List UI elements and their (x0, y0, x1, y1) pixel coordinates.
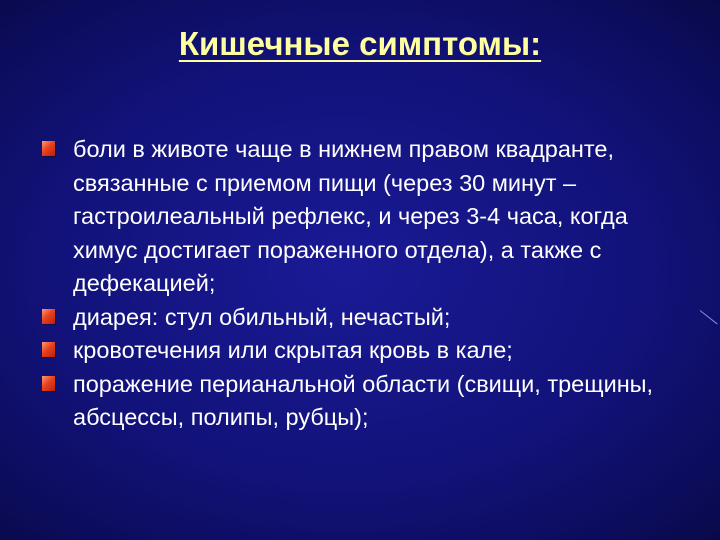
bullet-text: боли в животе чаще в нижнем правом квадранте, связанные с приемом пищи (через 30 минут – гастроилеальный рефлекс, и через 3-4 часа, когда химус достигает пораженного отдела), а также с дефекацией; (73, 136, 628, 296)
bullet-item (42, 133, 692, 301)
decorative-line (700, 310, 718, 324)
square-bullet-icon (42, 376, 55, 391)
square-bullet-icon (42, 141, 55, 156)
slide-title: Кишечные симптомы: (178, 25, 542, 62)
square-bullet-icon (42, 342, 55, 357)
square-bullet-icon (42, 309, 55, 324)
bullet-list (42, 133, 692, 435)
bullet-text: диарея: стул обильный, нечастый; (73, 303, 451, 330)
bullet-text: кровотечения или скрытая кровь в кале; (73, 337, 513, 363)
bullet-text: поражение перианальной области (свищи, трещины, абсцессы, полипы, рубцы); (73, 370, 654, 430)
bullet-item (42, 301, 692, 335)
bullet-item (42, 334, 692, 368)
bullet-item (42, 368, 692, 435)
